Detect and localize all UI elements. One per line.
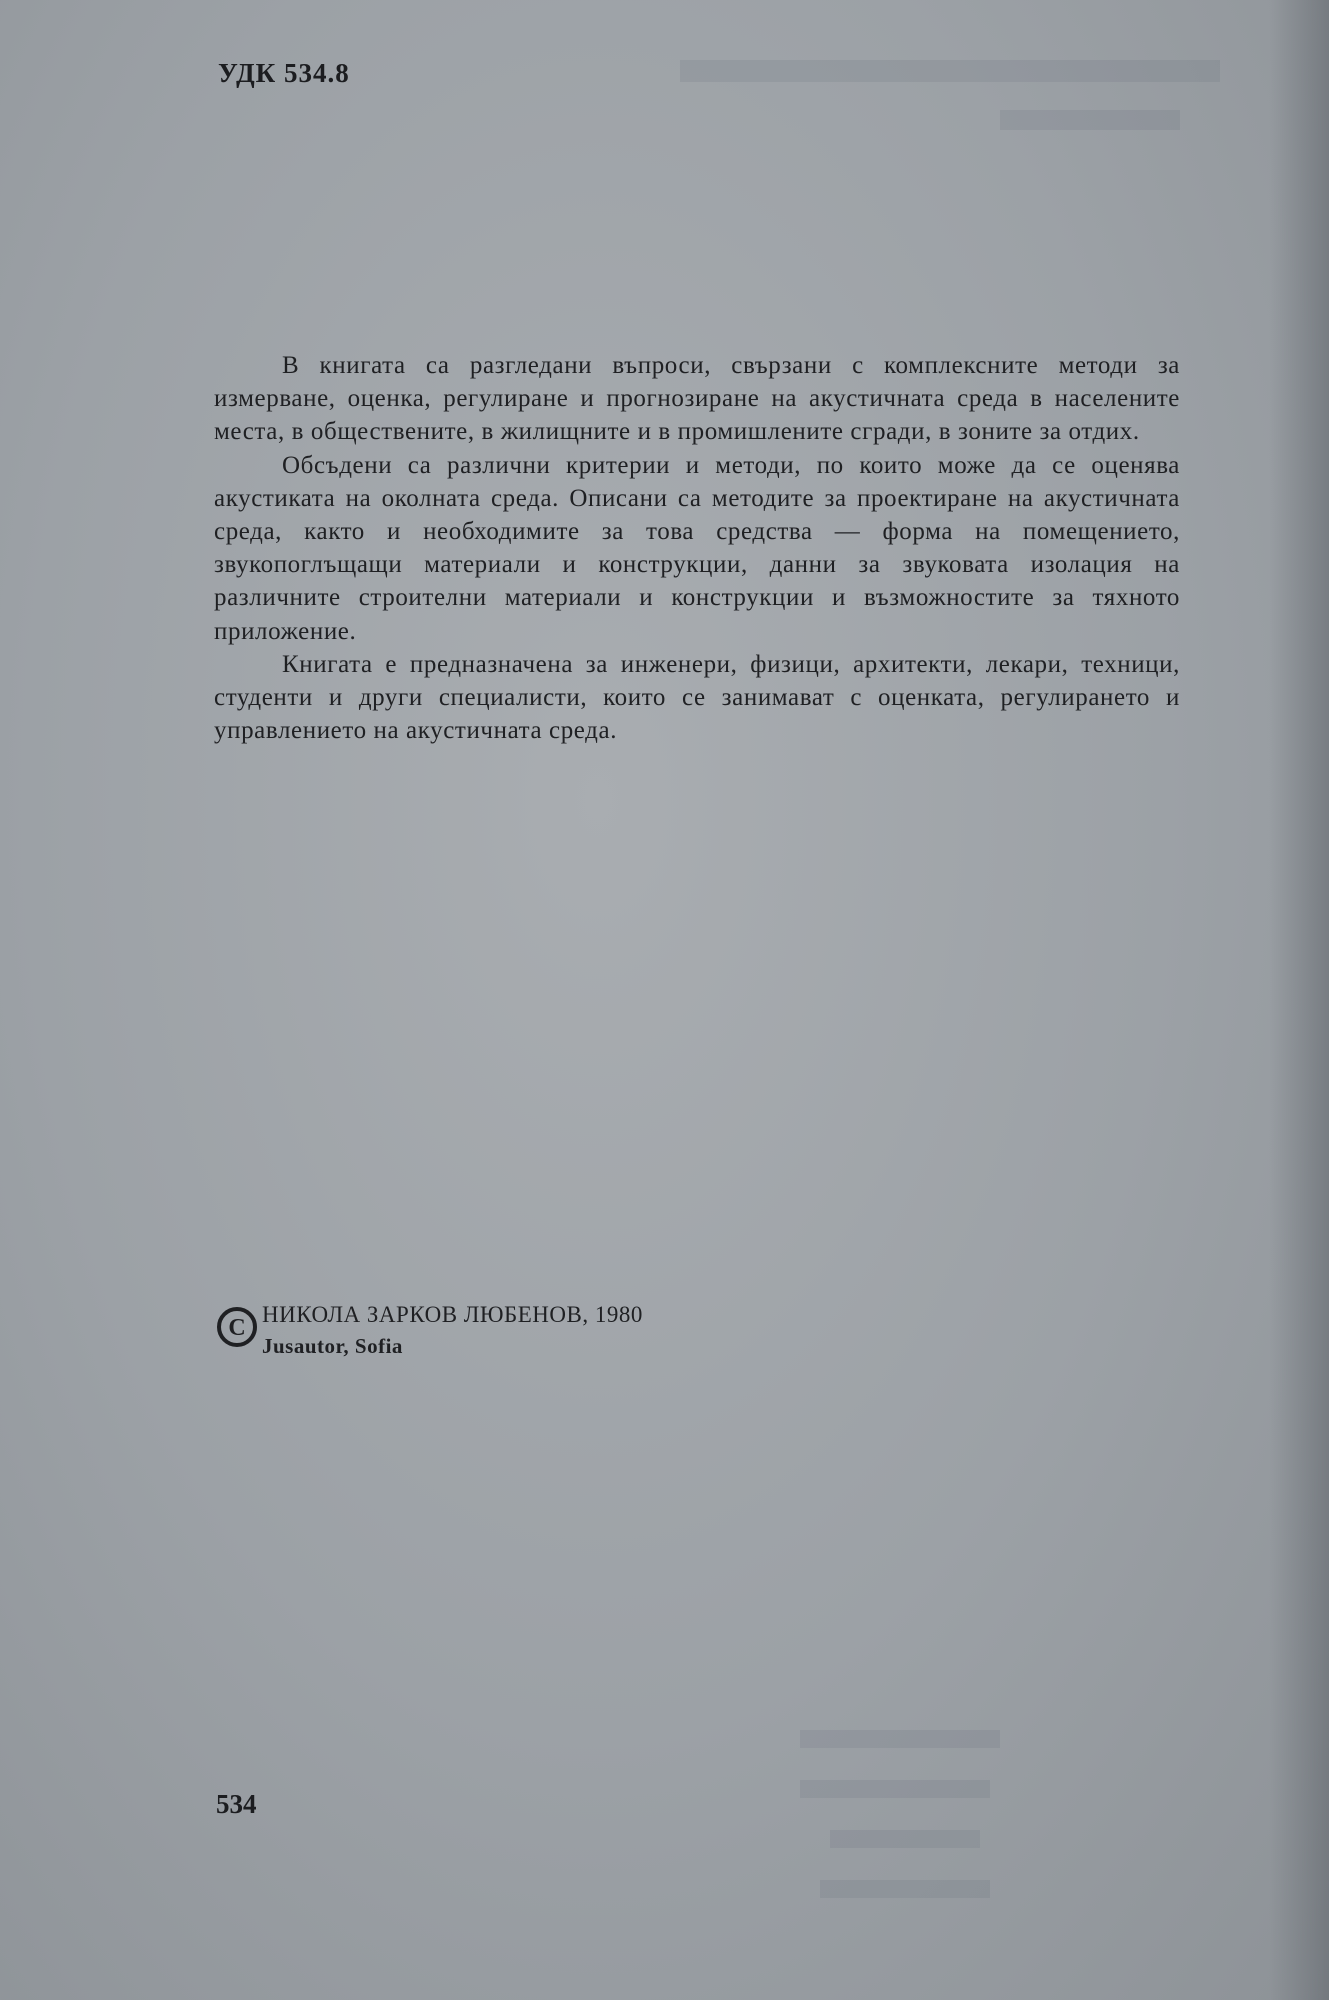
annotation-paragraph: В книгата са разгледани въпроси, свързани с комплексните методи за измерване, оценка, регулиране и прогнозиране на акустичната среда в населените места, в обществените, в жилищните и в промишлените сгради, в зоните за отдих. [214, 352, 1180, 446]
classification-code: 534 [216, 1789, 257, 1819]
svg-text:C: C [228, 1315, 246, 1341]
show-through-top [640, 40, 1240, 150]
show-through-marks [640, 40, 1240, 150]
book-annotation [214, 349, 1180, 747]
copyright-icon [216, 1306, 258, 1348]
udk-classification: УДК 534.8 [218, 58, 350, 88]
annotation-paragraph: Обсъдени са различни критерии и методи, по които може да се оценява акустиката на околната среда. Описани са методите за проектиране на акустичната среда, както и необходимите за това средства — форма на помещението, звукопоглъщащи материали и конструкции, данни за звуковата изолация на различните строителни материали и конструкции и възможностите за тяхното приложение. [214, 451, 1180, 645]
copyright-agency: Jusautor, Sofia [262, 1334, 403, 1358]
page-edge-shadow [1269, 0, 1329, 2000]
annotation-paragraph: Книгата е предназначена за инженери, физици, архитекти, лекари, техници, студенти и други специалисти, които се занимават с оценката, регулирането и управлението на акустичната среда. [214, 650, 1180, 745]
show-through-marks-bottom [770, 1720, 1020, 1920]
copyright-holder: НИКОЛА ЗАРКОВ ЛЮБЕНОВ, 1980 [262, 1302, 643, 1327]
show-through-bottom [770, 1720, 1020, 1920]
